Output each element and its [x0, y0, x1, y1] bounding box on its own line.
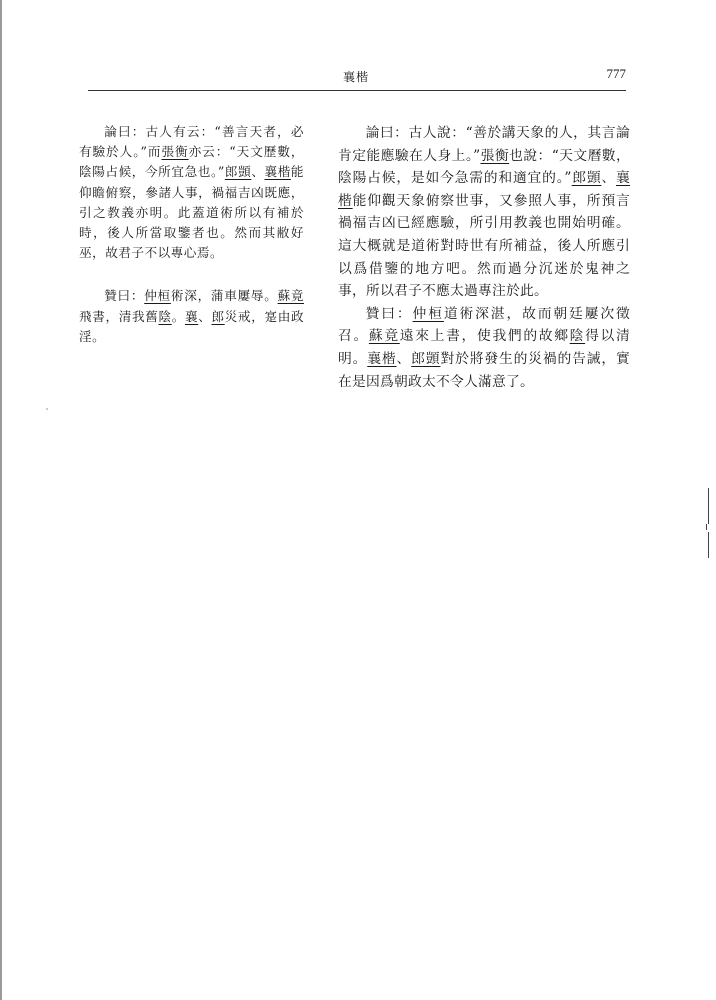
text-run: 飛書，清我舊	[79, 308, 159, 324]
classical-text-column	[79, 122, 304, 347]
text-run: 、	[601, 170, 616, 187]
text-run: 術深，蒲車屢辱。	[170, 288, 278, 304]
text-run: 得以清明。	[338, 328, 630, 367]
proper-name: 陰	[158, 308, 172, 324]
text-run: 能仰瞻俯察，參諸人事，禍福吉凶既應，引之教義亦明。此蓋道術所以有補於時，後人所當取鑒者也。然而其敝好巫，故君子不以專心焉。	[79, 164, 305, 261]
text-run: 遠來上書，使我們的故鄉	[399, 328, 570, 345]
text-run: 贊曰：	[104, 288, 145, 304]
text-run: 論曰：古人有云：“善言天者，必有驗於人。”而	[79, 124, 304, 160]
proper-name: 郎	[211, 308, 225, 324]
text-run: 、	[198, 308, 212, 324]
proper-name: 蘇竟	[368, 328, 400, 345]
header-rule	[88, 90, 626, 91]
text-run: 亦云：“天文歷數，陰陽占候，今所宜急也。”	[79, 144, 305, 180]
proper-name: 襄楷	[264, 164, 291, 180]
proper-name: 郎顗	[224, 164, 252, 180]
text-run: 。	[171, 308, 185, 324]
proper-name: 張衡	[161, 144, 189, 160]
text-run: 論曰：古人說：“善於講天象的人，其言論肯定能應驗在人身上。”	[338, 125, 630, 164]
proper-name: 蘇竟	[277, 288, 305, 304]
running-title: 襄楷	[343, 70, 370, 84]
speck	[46, 408, 48, 410]
classical-zan-paragraph	[79, 286, 304, 347]
proper-name: 郎顗	[571, 170, 602, 187]
translation-lun-paragraph	[338, 122, 630, 303]
page-number: 777	[606, 66, 626, 81]
text-run: 、	[396, 350, 412, 367]
text-run: 贊曰：	[365, 305, 413, 322]
proper-name: 仲桓	[412, 305, 444, 322]
text-run: 對於將發生的災禍的告誡，實在是因爲朝政太不令人滿意了。	[338, 350, 630, 390]
proper-name: 郎顗	[411, 350, 441, 367]
translation-zan-paragraph	[338, 303, 630, 393]
text-run: 、	[251, 164, 265, 180]
proper-name: 襄楷	[338, 170, 630, 209]
modern-translation-column	[338, 122, 630, 393]
binding-mark-lower	[708, 532, 709, 558]
page-left-edge	[0, 0, 2, 1000]
proper-name: 張衡	[480, 147, 510, 164]
proper-name: 仲桓	[144, 288, 171, 304]
proper-name: 襄	[184, 308, 199, 324]
binding-mark-tick	[706, 524, 707, 530]
text-run: 災戒，寔由政淫。	[79, 308, 305, 344]
text-run: 道術深湛，故而朝廷屢次徵召。	[338, 305, 630, 345]
text-run: 也說：“天文曆數，陰陽占候，是如今急需的和適宜的。”	[338, 147, 630, 187]
proper-name: 陰	[569, 328, 586, 345]
classical-lun-paragraph	[79, 122, 304, 263]
binding-mark-upper	[708, 488, 709, 524]
running-header	[88, 62, 626, 94]
text-run: 能仰觀天象俯察世事，又參照人事，所預言禍福吉凶已經應驗，所引用教義也開始明確。這大概就是道術對時世有所補益，後人所應引以爲借鑒的地方吧。然而過分沉迷於鬼神之事，所以君子不應太過專注於此。	[338, 192, 630, 300]
proper-name: 襄楷	[367, 350, 397, 367]
